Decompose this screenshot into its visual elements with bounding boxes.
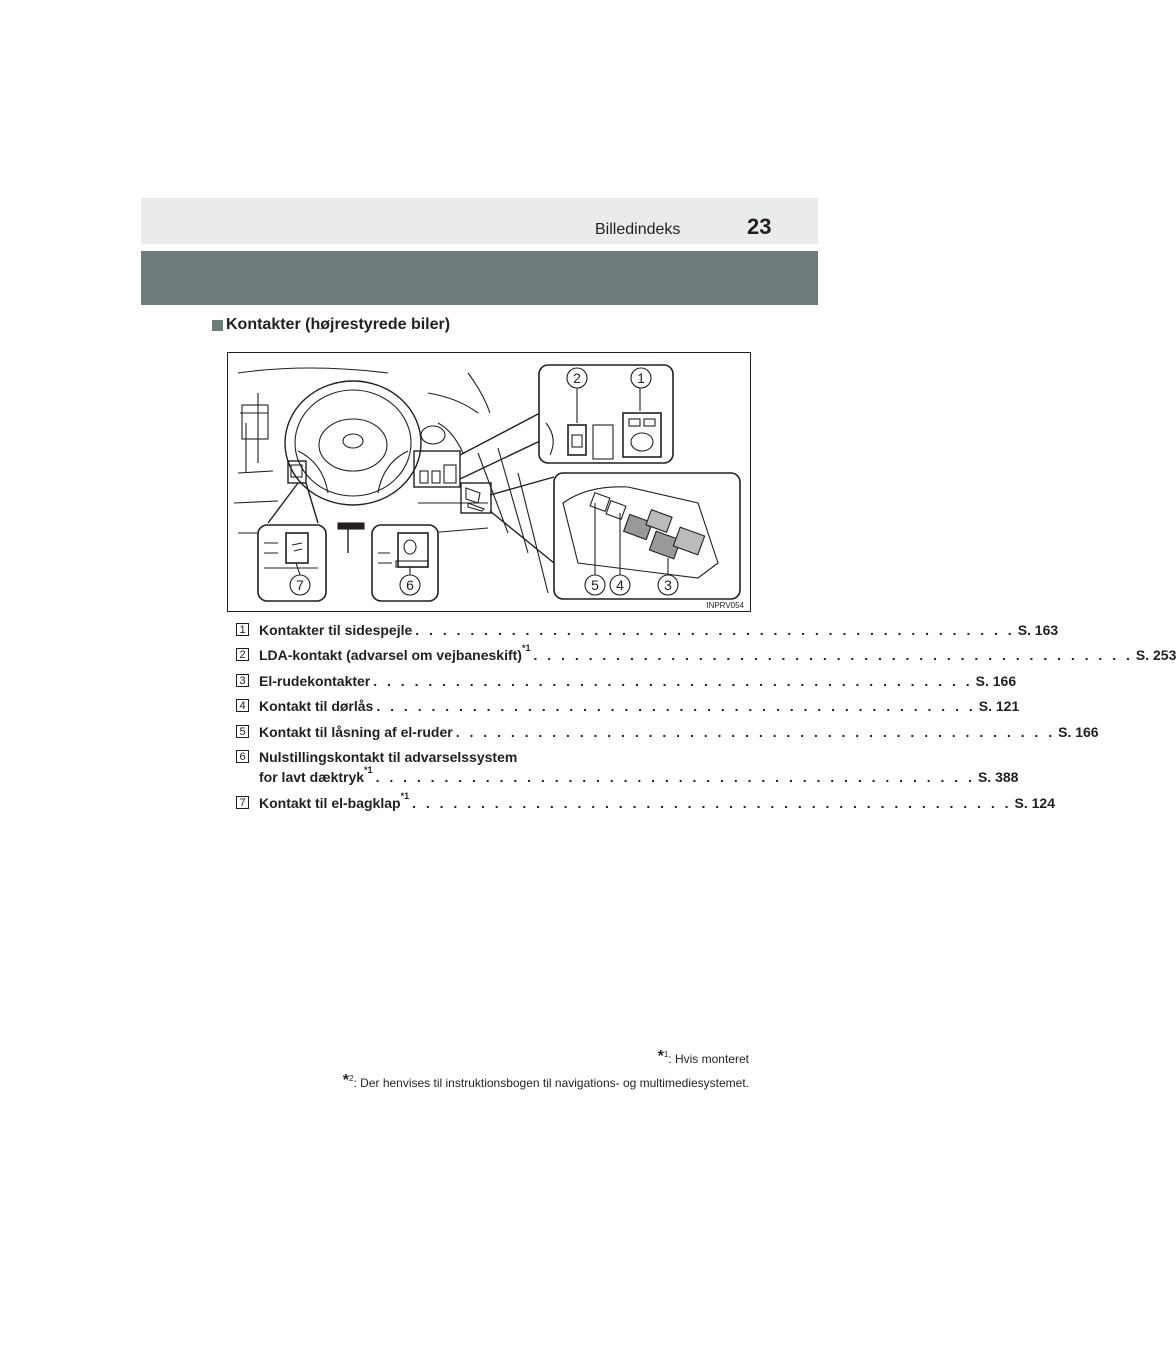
item-number: 5: [236, 725, 249, 738]
leader-dots: . . . . . . . . . . . . . . . . . . . . . . . . . . . . . . . . . . . . . . . . . . . .: [373, 673, 973, 689]
section-title: Billedindeks: [595, 221, 681, 238]
item-number: 7: [236, 796, 249, 809]
item-label-line1: Nulstillingskontakt til advarselssystem: [259, 749, 518, 765]
footnote-mark: *1: [364, 765, 373, 775]
item-label: Kontakter til sidespejle: [259, 622, 413, 638]
section-heading: [212, 316, 450, 334]
item-row: [259, 643, 1176, 664]
item-label: Kontakt til låsning af el-ruder: [259, 724, 453, 740]
item-label: El-rudekontakter: [259, 673, 371, 689]
footnote-2: $*_2$: Der henvises til instruktionsbogen til navigations- og multimediesystemet.: [342, 1072, 749, 1090]
item-row: [259, 698, 1020, 715]
item-number: 2: [236, 648, 249, 661]
leader-dots: . . . . . . . . . . . . . . . . . . . . . . . . . . . . . . . . . . . . . . . . . . . .: [412, 795, 1012, 811]
item-label: for lavt dæktryk$^{*1}$: [259, 765, 373, 785]
footnote-mark: *1: [400, 791, 410, 801]
dashboard-illustration: [227, 352, 751, 612]
item-number: 1: [236, 623, 249, 636]
leader-dots: . . . . . . . . . . . . . . . . . . . . . . . . . . . . . . . . . . . . . . . . . . . .: [533, 647, 1133, 663]
footnote-mark: *1: [521, 643, 531, 653]
footnote-1: $*_1$: Hvis monteret: [657, 1048, 749, 1066]
list-item: [236, 749, 1019, 789]
item-row: [259, 673, 1017, 690]
heading-text: Kontakter (højrestyrede biler): [226, 316, 451, 333]
item-row: [259, 724, 1099, 741]
item-number: 6: [236, 750, 249, 763]
callout-2: 2: [573, 370, 581, 386]
callout-5: 5: [591, 577, 599, 593]
item-row: [259, 791, 1055, 812]
leader-dots: . . . . . . . . . . . . . . . . . . . . . . . . . . . . . . . . . . . . . . . . . . . .: [415, 622, 1015, 638]
callout-4: 4: [616, 577, 624, 593]
callout-6: 6: [406, 577, 414, 593]
callout-3: 3: [664, 577, 672, 593]
item-label: Kontakt til el-bagklap$^{*1}$: [259, 791, 410, 811]
header-bar: [141, 198, 818, 244]
item-number: 3: [236, 674, 249, 687]
heading-square-icon: [212, 320, 223, 331]
item-page-ref[interactable]: S. 163: [1017, 622, 1059, 638]
item-row: [259, 622, 1059, 639]
figure-code: INPRV054: [706, 601, 744, 610]
callout-labels: [228, 353, 750, 611]
item-page-ref[interactable]: S. 388: [977, 769, 1019, 785]
item-page-ref[interactable]: S. 166: [1058, 724, 1099, 740]
item-page-ref[interactable]: S. 121: [978, 698, 1020, 714]
header-band: [141, 251, 818, 305]
item-label: LDA-kontakt (advarsel om vejbaneskift)$^{*1}$: [259, 643, 531, 663]
item-label: Kontakt til dørlås: [259, 698, 374, 714]
leader-dots: . . . . . . . . . . . . . . . . . . . . . . . . . . . . . . . . . . . . . . . . . . . .: [375, 769, 975, 785]
callout-1: 1: [637, 370, 645, 386]
page-number: 23: [747, 214, 772, 239]
callout-7: 7: [296, 577, 304, 593]
item-page-ref[interactable]: S. 124: [1014, 795, 1055, 811]
item-number: 4: [236, 699, 249, 712]
item-row-first-line: [259, 749, 722, 766]
item-row: [259, 765, 1019, 786]
item-page-ref[interactable]: S. 253: [1135, 647, 1176, 663]
leader-dots: . . . . . . . . . . . . . . . . . . . . . . . . . . . . . . . . . . . . . . . . . . . .: [455, 724, 1056, 740]
leader-dots: . . . . . . . . . . . . . . . . . . . . . . . . . . . . . . . . . . . . . . . . . . . .: [376, 698, 976, 714]
item-page-ref[interactable]: S. 166: [975, 673, 1017, 689]
